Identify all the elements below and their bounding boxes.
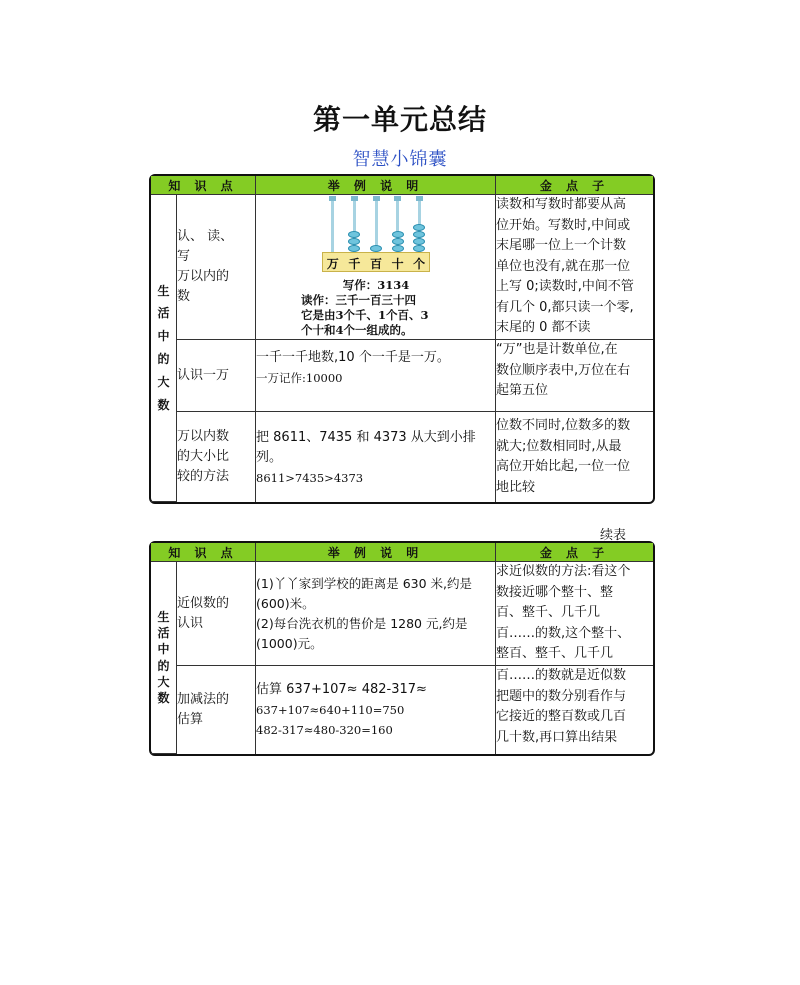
- example-cell: (1)丫丫家到学校的距离是 630 米,约是 (600)米。 (2)每台洗衣机的售价是 1280 元,约是 (1000)元。: [256, 562, 496, 666]
- header-example: 举 例 说 明: [256, 543, 496, 562]
- topic-cell: 万以内数 的大小比 较的方法: [177, 412, 256, 502]
- example-cell: [256, 195, 496, 340]
- page-title: 第一单元总结: [312, 103, 487, 136]
- topic-cell: 认识一万: [177, 340, 256, 412]
- topic-cell: 近似数的 认识: [177, 562, 256, 666]
- abacus-text: 写作：3134 读作：三千一百三十四 它是由3个千、1个百、3 个十和4个一组成的。: [301, 278, 429, 337]
- abacus-bead: [348, 231, 360, 238]
- table-row: [151, 195, 653, 340]
- abacus-bead: [392, 231, 404, 238]
- example-cell: 一千一千地数,10 个一千是一万。 一万记作:10000: [256, 340, 496, 412]
- abacus-place-labels: 万 千 百 十 个: [326, 257, 426, 271]
- abacus-bead: [413, 245, 425, 252]
- abacus-illustration: [256, 196, 496, 338]
- header-topic: 知 识 点: [151, 543, 256, 562]
- abacus-bead: [413, 224, 425, 231]
- abacus-bead: [348, 245, 360, 252]
- topic-cell: 认、 读、 写 万以内的 数: [177, 195, 256, 340]
- abacus-bead: [392, 245, 404, 252]
- group-label: 生 活 中 的 大 数: [151, 195, 177, 502]
- abacus-bead: [413, 238, 425, 245]
- header-tip: 金 点 子: [496, 543, 653, 562]
- abacus-rod-cap: [394, 196, 401, 201]
- table-row: [151, 340, 653, 412]
- continued-label: 续表: [600, 528, 627, 543]
- summary-table-2: [149, 541, 655, 756]
- tip-cell: 位数不同时,位数多的数 就大;位数相同时,从最 高位开始比起,一位一位 地比较: [496, 418, 631, 495]
- abacus-rod-cap: [351, 196, 358, 201]
- abacus-image: [322, 196, 430, 278]
- header-example: 举 例 说 明: [256, 176, 496, 195]
- table-row: [151, 562, 653, 666]
- abacus-rod-cap: [329, 196, 336, 201]
- abacus-bead: [348, 238, 360, 245]
- table-header-row: [151, 176, 653, 195]
- abacus-rod-cap: [416, 196, 423, 201]
- tip-cell: 求近似数的方法:看这个 数接近哪个整十、整 百、整千、几千几 百……的数,这个整十、 整百、整千、几千几: [496, 562, 653, 666]
- example-cell: 估算 637+107≈ 482-317≈ 637+107≈640+110=750 482-317≈480-320=160: [256, 666, 496, 754]
- tip-cell: “万”也是计数单位,在 数位顺序表中,万位在右 起第五位: [496, 340, 653, 412]
- table-row: [151, 666, 653, 754]
- abacus-bead: [413, 231, 425, 238]
- summary-table-1: [149, 174, 655, 504]
- abacus-rod: [331, 200, 334, 252]
- table-header-row: [151, 543, 653, 562]
- abacus-rod-cap: [373, 196, 380, 201]
- header-topic: 知 识 点: [151, 176, 256, 195]
- section-subtitle: 智慧小锦囊: [352, 149, 448, 170]
- header-tip: 金 点 子: [496, 176, 653, 195]
- topic-cell: 加减法的 估算: [177, 666, 256, 754]
- abacus-bead: [370, 245, 382, 252]
- tip-cell: 百……的数就是近似数 把题中的数分别看作与 它接近的整百数或几百 几十数,再口算出结果: [496, 668, 627, 745]
- example-cell: 把 8611、7435 和 4373 从大到小排 列。 8611>7435>4373: [256, 412, 496, 502]
- tip-cell: 读数和写数时都要从高 位开始。写数时,中间或 末尾哪一位上一个计数 单位也没有,就在那一位 上写 0;读数时,中间不管 有几个 0,都只读一个零, 末尾的 0 都不读: [496, 195, 653, 340]
- table-row: [151, 412, 653, 502]
- group-label: 生 活 中 的 大 数: [151, 562, 177, 754]
- abacus-bead: [392, 238, 404, 245]
